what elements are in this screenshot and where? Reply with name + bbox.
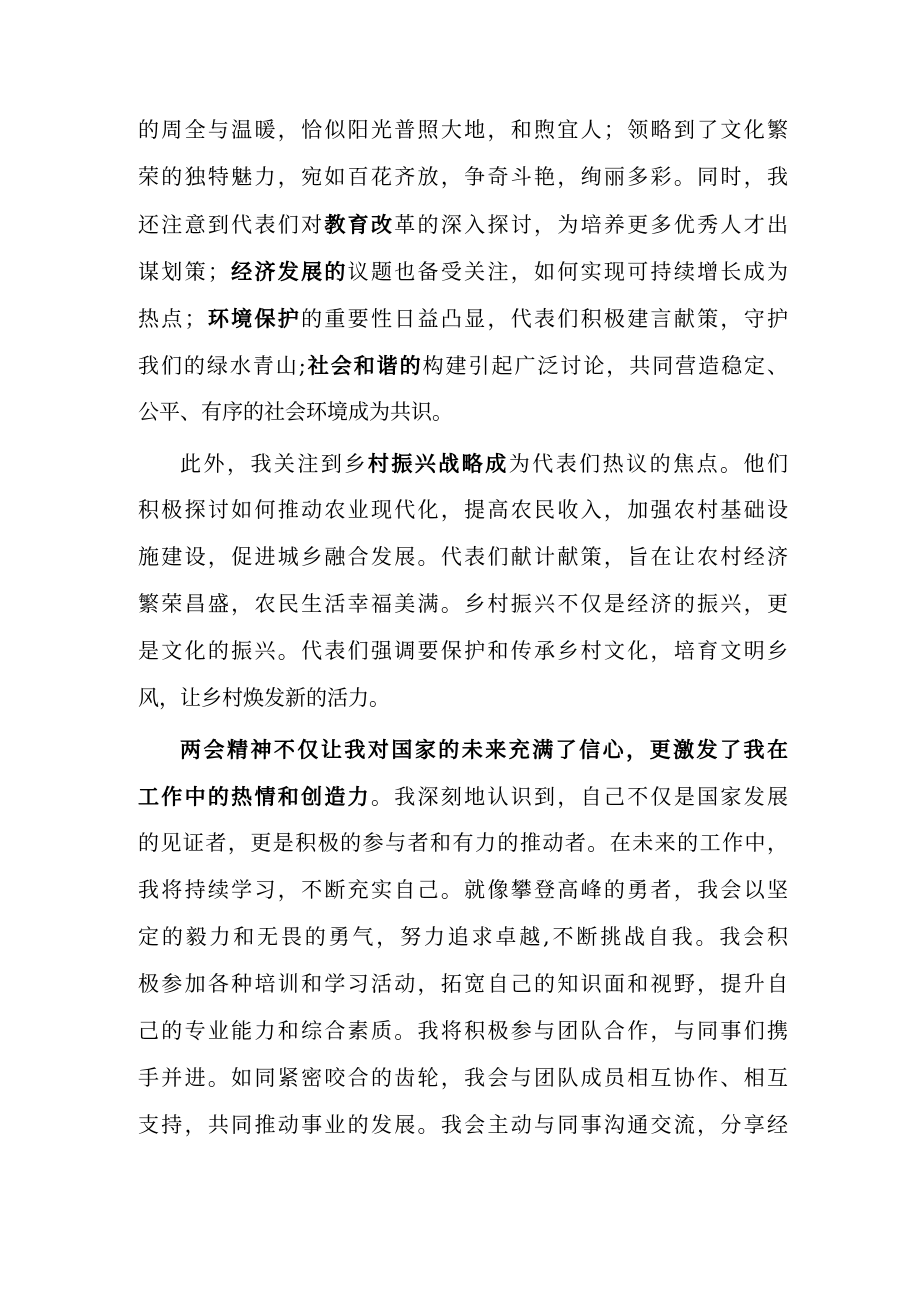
text-line: 的见证者，更是积极的参与者和有力的推动者。在未来的工作中， (138, 831, 788, 855)
text-line: 手并进。如同紧密咬合的齿轮，我会与团队成员相互协作、相互 (138, 1066, 788, 1090)
text-line: 繁荣昌盛，农民生活幸福美满。乡村振兴不仅是经济的振兴，更 (138, 592, 788, 616)
bold-phrase: 教育改 (324, 212, 395, 237)
text-line: 公平、有序的社会环境成为共识。 (138, 400, 453, 424)
text-line: 谋划策；经济发展的议题也备受关注，如何实现可持续增长成为 (138, 259, 789, 284)
text-line: 极参加各种培训和学习活动，拓宽自己的知识面和视野，提升自 (138, 972, 788, 996)
text-line: 工作中的热情和创造力。我深刻地认识到，自己不仅是国家发展 (138, 784, 789, 809)
text-line: 的周全与温暖，恰似阳光普照大地，和煦宜人；领略到了文化繁 (138, 118, 788, 142)
bold-phrase: 环境保护 (205, 306, 302, 331)
bold-phrase: 经济发展的 (228, 259, 348, 284)
text-line: 支持，共同推动事业的发展。我会主动与同事沟通交流，分享经 (138, 1113, 788, 1137)
text-line: 还注意到代表们对教育改革的深入探讨，为培养更多优秀人才出 (138, 212, 789, 237)
bold-phrase: 工作中的热情和创造力 (138, 784, 371, 809)
text-line: 我将持续学习，不断充实自己。就像攀登高峰的勇者，我会以坚 (138, 878, 788, 902)
bold-phrase: 两会精神不仅让我对国家的未来充满了信心，更激发了我在 (180, 737, 788, 762)
text-line: 荣的独特魅力，宛如百花齐放，争奇斗艳，绚丽多彩。同时，我 (138, 165, 788, 189)
text-line: 施建设，促进城乡融合发展。代表们献计献策，旨在让农村经济 (138, 545, 788, 569)
text-line: 我们的绿水青山;社会和谐的构建引起广泛讨论，共同营造稳定、 (138, 353, 789, 378)
bold-phrase: 村振兴战略成 (367, 451, 509, 476)
text-line: 风，让乡村焕发新的活力。 (138, 686, 390, 710)
document-body (138, 107, 788, 1149)
text-line: 热点；环境保护的重要性日益凸显，代表们积极建言献策，守护 (138, 306, 789, 331)
text-line: 定的毅力和无畏的勇气，努力追求卓越,不断挑战自我。我会积 (138, 925, 788, 949)
text-line: 积极探讨如何推动农业现代化，提高农民收入，加强农村基础设 (138, 498, 788, 522)
text-line: 是文化的振兴。代表们强调要保护和传承乡村文化，培育文明乡 (138, 639, 788, 663)
text-line: 己的专业能力和综合素质。我将积极参与团队合作，与同事们携 (138, 1019, 788, 1043)
paragraph-1 (138, 107, 788, 436)
paragraph-3 (138, 726, 788, 1149)
paragraph-2 (138, 440, 788, 722)
text-line: 此外，我关注到乡村振兴战略成为代表们热议的焦点。他们 (180, 451, 789, 476)
bold-phrase: 社会和谐的 (305, 353, 423, 378)
text-line (138, 726, 788, 773)
